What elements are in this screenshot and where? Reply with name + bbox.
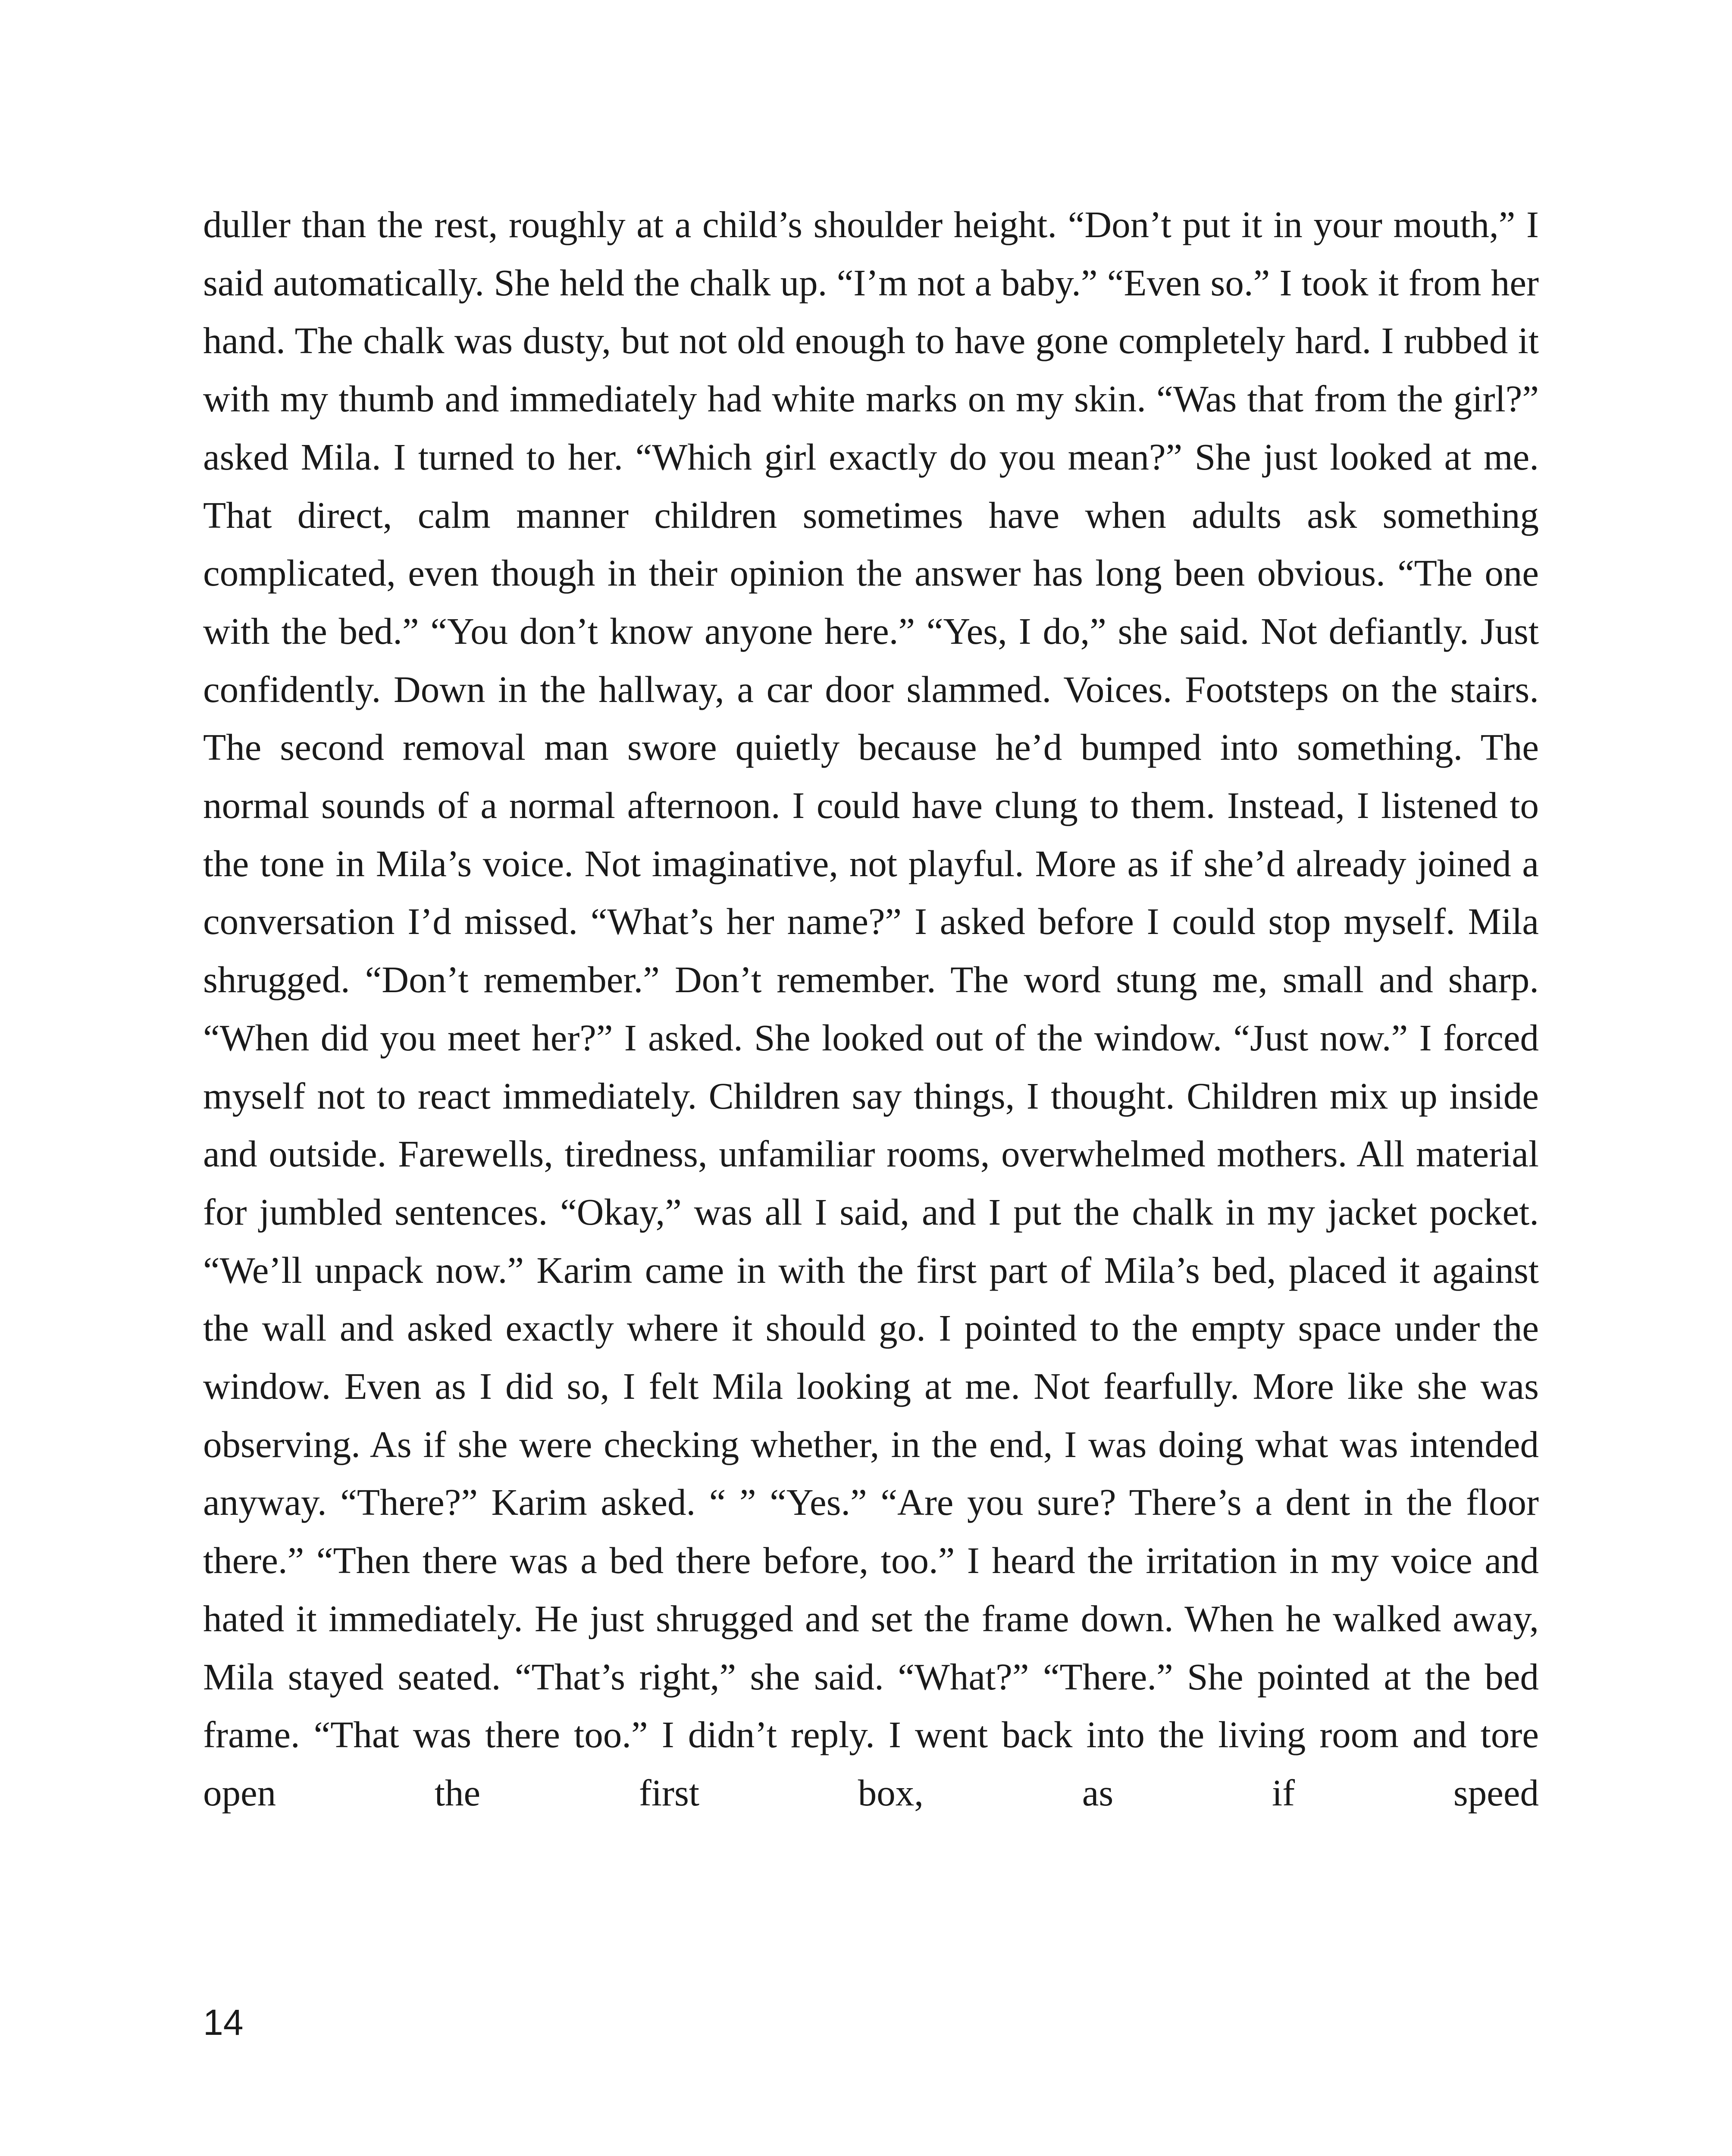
page-number: 14 (203, 2002, 244, 2043)
body-text: duller than the rest, roughly at a child’s shoulder height. “Don’t put it in your mouth,” I said automatically. She held the chalk up. “I’m not a baby.” “Even so.” I took it from her hand. The chalk was dusty, but not old enough to have gone completely hard. I rubbed it with my thumb and immediately had white marks on my skin. “Was that from the girl?” asked Mila. I turned to her. “Which girl exactly do you mean?” She just looked at me. That direct, calm manner children sometimes have when adults ask something complicated, even though in their opinion the answer has long been obvious. “The one with the bed.” “You don’t know anyone here.” “Yes, I do,” she said. Not defiantly. Just confidently. Down in the hallway, a car door slammed. Voices. Footsteps on the stairs. The second removal man swore quietly because he’d bumped into something. The normal sounds of a normal afternoon. I could have clung to them. Instead, I listened to the tone in Mila’s voice. Not imaginative, not playful. More as if she’d already joined a conversation I’d missed. “What’s her name?” I asked before I could stop myself. Mila shrugged. “Don’t remember.” Don’t remember. The word stung me, small and sharp. “When did you meet her?” I asked. She looked out of the window. “Just now.” I forced myself not to react immediately. Children say things, I thought. Children mix up inside and outside. Farewells, tiredness, unfamiliar rooms, overwhelmed mothers. All material for jumbled sentences. “Okay,” was all I said, and I put the chalk in my jacket pocket. “We’ll unpack now.” Karim came in with the first part of Mila’s bed, placed it against the wall and asked exactly where it should go. I pointed to the empty space under the window. Even as I did so, I felt Mila looking at me. Not fearfully. More like she was observing. As if she were checking whether, in the end, I was doing what was intended anyway. “There?” Karim asked. “ ” “Yes.” “Are you sure? There’s a dent in the floor there.” “Then there was a bed there before, too.” I heard the irritation in my voice and hated it immediately. He just shrugged and set the frame down. When he walked away, Mila stayed seated. “That’s right,” she said. “What?” “There.” She pointed at the bed frame. “That was there too.” I didn’t reply. I went back into the living room and tore open the first box, as if speed (203, 204, 1539, 1814)
